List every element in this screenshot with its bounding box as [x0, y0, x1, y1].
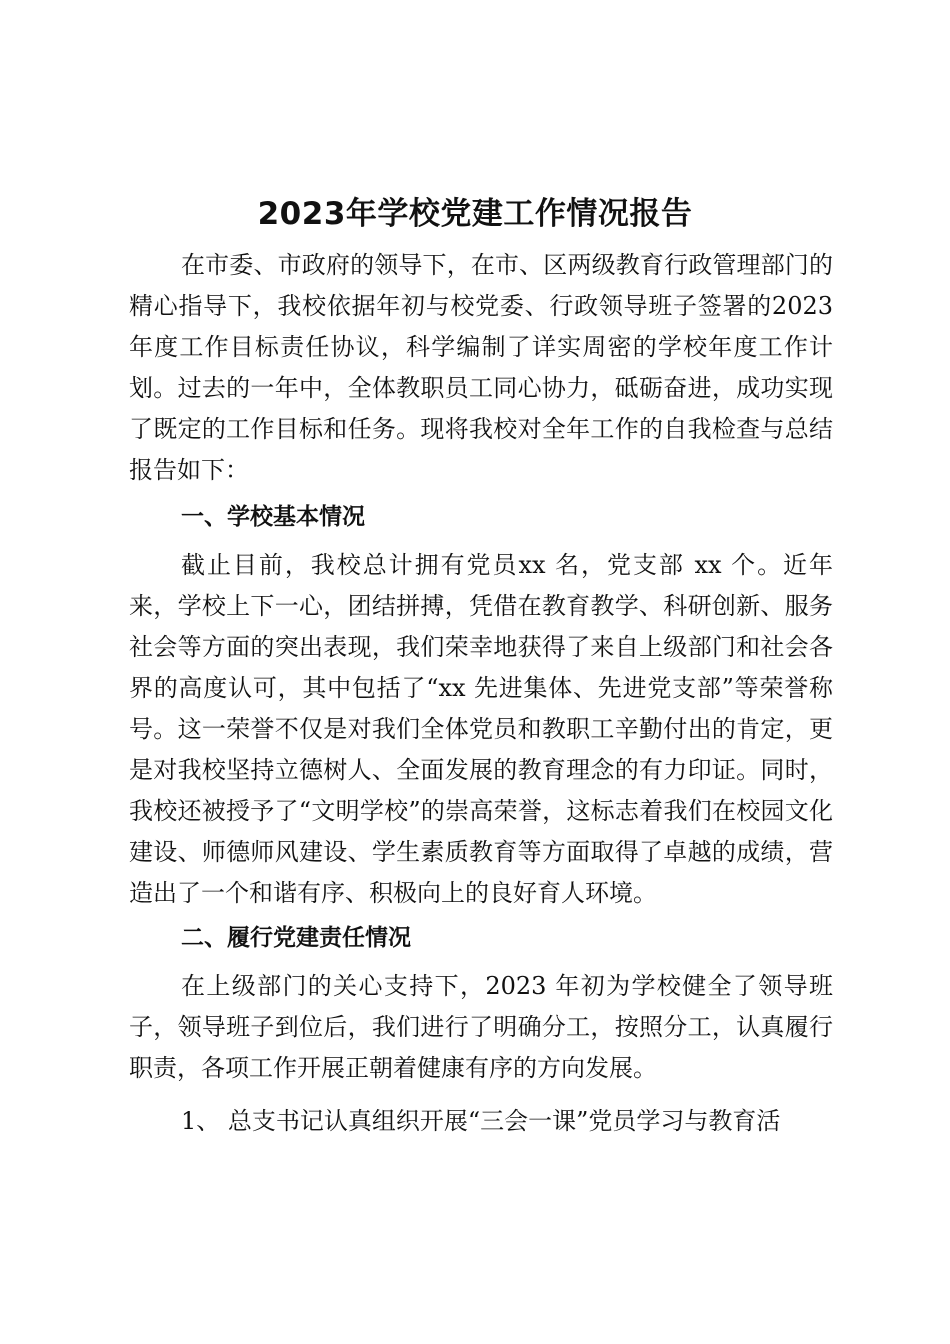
list-item: 1、 总支书记认真组织开展“三会一课”党员学习与教育活 — [181, 1107, 781, 1135]
section-party-duty-paragraph: 在上级部门的关心支持下，2023 年初为学校健全了领导班子，领导班子到位后，我们进行了明确分工，按照分工，认真履行职责，各项工作开展正朝着健康有序的方向发展。 — [129, 972, 833, 1082]
section-heading-party-duty: 二、履行党建责任情况 — [181, 925, 411, 951]
document-title: 2023年学校党建工作情况报告 — [257, 196, 693, 232]
intro-paragraph: 在市委、市政府的领导下，在市、区两级教育行政管理部门的精心指导下，我校依据年初与校党委、行政领导班子签署的2023 年度工作目标责任协议，科学编制了详实周密的学校年度工作计划。过去的一年中，全体教职员工同心协力，砥砺奋进，成功实现了既定的工作目标和任务。现将我校对全年工作的自我检查与总结报告如下： — [129, 251, 833, 484]
section-heading-basic-info: 一、学校基本情况 — [181, 504, 365, 530]
section-basic-info-paragraph: 截止目前，我校总计拥有党员xx 名，党支部 xx 个。近年来，学校上下一心，团结拼搏，凭借在教育教学、科研创新、服务社会等方面的突出表现，我们荣幸地获得了来自上级部门和社会各界的高度认可，其中包括了“xx 先进集体、先进党支部”等荣誉称号。这一荣誉不仅是对我们全体党员和教职工辛勤付出的肯定，更是对我校坚持立德树人、全面发展的教育理念的有力印证。同时，我校还被授予了“文明学校”的崇高荣誉，这标志着我们在校园文化建设、师德师风建设、学生素质教育等方面取得了卓越的成绩，营造出了一个和谐有序、积极向上的良好育人环境。 — [129, 551, 833, 907]
